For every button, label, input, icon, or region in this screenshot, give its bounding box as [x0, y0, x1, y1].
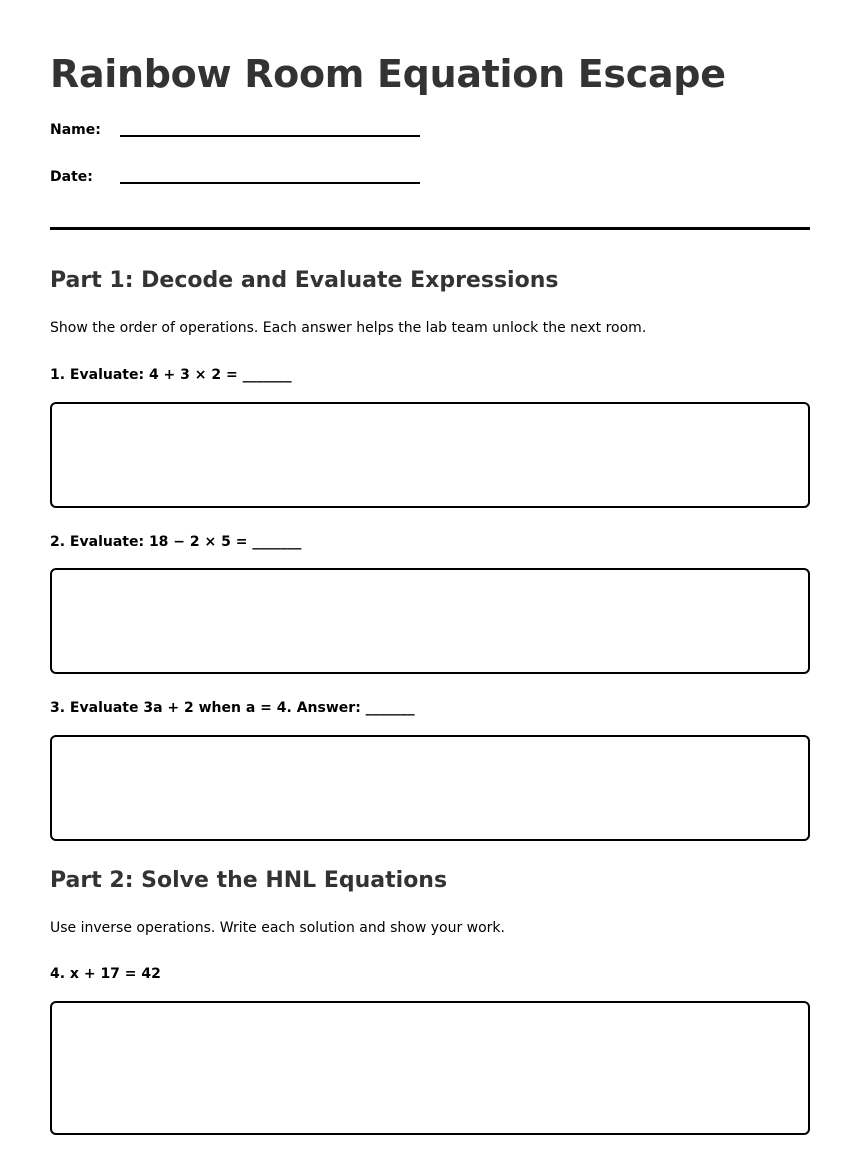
part2-instructions: Use inverse operations. Write each solution and show your work. [50, 920, 505, 936]
date-field[interactable] [120, 182, 420, 184]
part1-instructions: Show the order of operations. Each answer helps the lab team unlock the next room. [50, 320, 647, 336]
name-field-row [50, 121, 470, 145]
date-label: Date: [50, 169, 93, 185]
name-field[interactable] [120, 135, 420, 137]
date-field-row [50, 168, 470, 192]
question-4-prompt: 4. x + 17 = 42 [50, 966, 161, 982]
page-title: Rainbow Room Equation Escape [50, 52, 726, 96]
question-4-answer-box[interactable] [50, 1001, 810, 1135]
question-2-answer-box[interactable] [50, 568, 810, 674]
question-1-answer-box[interactable] [50, 402, 810, 508]
question-2-prompt: 2. Evaluate: 18 − 2 × 5 = _______ [50, 534, 302, 550]
part1-heading: Part 1: Decode and Evaluate Expressions [50, 268, 559, 293]
name-label: Name: [50, 122, 101, 138]
header-divider [50, 227, 810, 230]
question-1-prompt: 1. Evaluate: 4 + 3 × 2 = _______ [50, 367, 292, 383]
part2-heading: Part 2: Solve the HNL Equations [50, 868, 448, 893]
question-3-answer-box[interactable] [50, 735, 810, 841]
question-3-prompt: 3. Evaluate 3a + 2 when a = 4. Answer: _______ [50, 700, 415, 716]
